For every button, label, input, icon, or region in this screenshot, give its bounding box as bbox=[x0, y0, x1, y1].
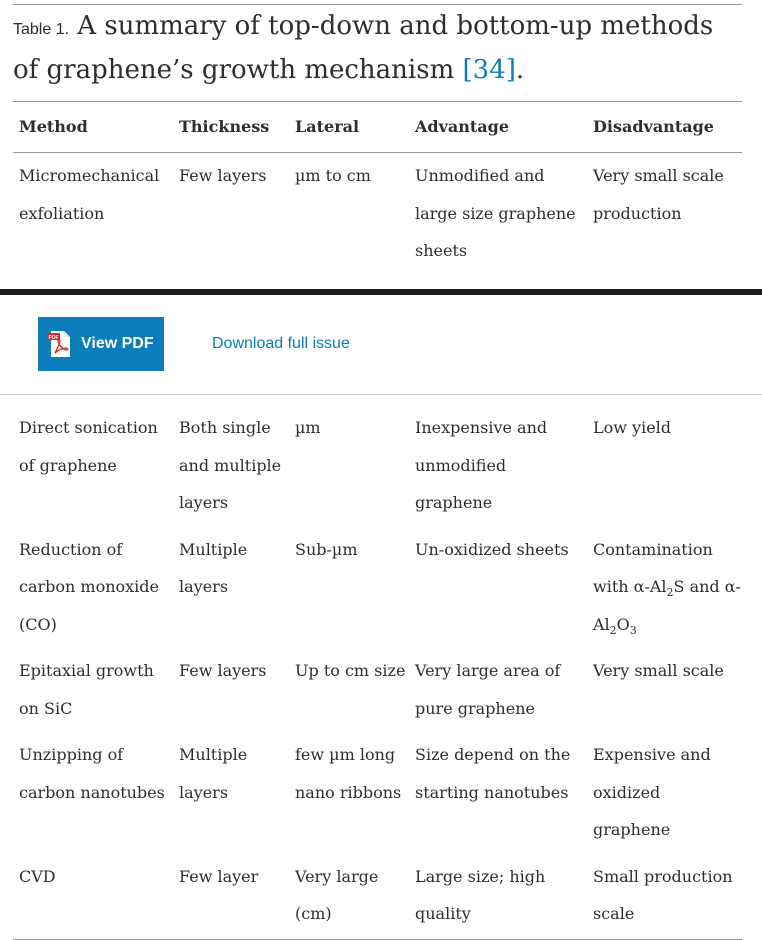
column-header-lateral: Lateral bbox=[289, 102, 409, 153]
table-cell: Size depend on the starting nanotubes bbox=[415, 745, 571, 802]
table-cell: Small production scale bbox=[587, 858, 742, 940]
table-row bbox=[13, 153, 742, 275]
caption-title: A summary of top-down and bottom-up methods of graphene’s growth mechanism bbox=[13, 11, 714, 85]
contamination-text-sub2: 2 bbox=[609, 623, 617, 637]
table-cell: Large size; high quality bbox=[409, 858, 587, 940]
contamination-text-b: S and α-Al bbox=[593, 577, 741, 634]
view-pdf-button[interactable] bbox=[38, 317, 164, 371]
table-cell: Few layers bbox=[179, 166, 267, 185]
table-cell: µm bbox=[295, 418, 321, 437]
table-cell: Very large (cm) bbox=[289, 858, 409, 940]
table-cell: Un-oxidized sheets bbox=[415, 539, 569, 559]
table-cell: Epitaxial growth on SiC bbox=[19, 661, 154, 718]
pdf-toolbar bbox=[0, 289, 762, 395]
table-cell: Inexpensive and unmodified graphene bbox=[415, 418, 548, 512]
contamination-text-c: O bbox=[616, 614, 630, 634]
pdf-icon bbox=[47, 330, 73, 358]
table-cell: Up to cm size bbox=[295, 661, 406, 680]
caption-label: Table 1. bbox=[13, 21, 70, 38]
table-caption bbox=[13, 6, 742, 93]
table-row bbox=[13, 409, 742, 531]
table-cell: Few layer bbox=[173, 858, 289, 940]
table-row bbox=[13, 652, 742, 736]
pdf-icon-text: PDF bbox=[48, 335, 59, 341]
table-cell: Micromechanical exfoliation bbox=[19, 166, 160, 223]
table-cell: Low yield bbox=[593, 418, 672, 437]
download-full-issue-link[interactable]: Download full issue bbox=[212, 335, 350, 352]
table-cell: Multiple layers bbox=[179, 539, 248, 596]
table-row bbox=[13, 736, 742, 858]
table-cell: Unzipping of carbon nanotubes bbox=[19, 745, 165, 802]
table-cell: Reduction of carbon monoxide (CO) bbox=[19, 539, 160, 634]
table-cell: Direct sonication of graphene bbox=[19, 418, 158, 475]
column-header-disadvantage: Disadvantage bbox=[587, 102, 742, 153]
table-row bbox=[13, 858, 742, 940]
contamination-text-sub1: 2 bbox=[666, 586, 674, 600]
table-cell: Both single and multiple layers bbox=[179, 418, 282, 512]
table-cell: Multiple layers bbox=[179, 745, 248, 802]
table-cell: few µm long nano ribbons bbox=[295, 745, 402, 802]
table-cell: Very large area of pure graphene bbox=[415, 661, 561, 718]
table-bottom bbox=[13, 409, 742, 940]
table-cell: CVD bbox=[13, 858, 173, 940]
table-cell: Expensive and oxidized graphene bbox=[593, 745, 711, 839]
caption-period: . bbox=[515, 55, 525, 85]
column-header-method: Method bbox=[13, 102, 173, 153]
view-pdf-label: View PDF bbox=[81, 335, 154, 352]
contamination-text-sub3: 3 bbox=[629, 623, 637, 637]
column-header-thickness: Thickness bbox=[173, 102, 289, 153]
table-cell: Sub-µm bbox=[295, 539, 358, 559]
top-rule bbox=[13, 4, 742, 5]
table-cell-contamination bbox=[587, 531, 742, 653]
table-top bbox=[13, 101, 742, 321]
contamination-text-a: Contamination with α-Al bbox=[593, 539, 713, 596]
table-cell: µm to cm bbox=[295, 166, 371, 185]
table-cell: Very small scale production bbox=[593, 166, 724, 223]
table-header-row bbox=[13, 102, 742, 153]
table-cell: Few layers bbox=[179, 661, 267, 680]
column-header-advantage: Advantage bbox=[409, 102, 587, 153]
table-row bbox=[13, 531, 742, 653]
citation-link[interactable]: [34] bbox=[462, 55, 516, 85]
table-cell: Unmodified and large size graphene sheets bbox=[415, 166, 576, 260]
table-cell: Very small scale bbox=[593, 661, 724, 680]
